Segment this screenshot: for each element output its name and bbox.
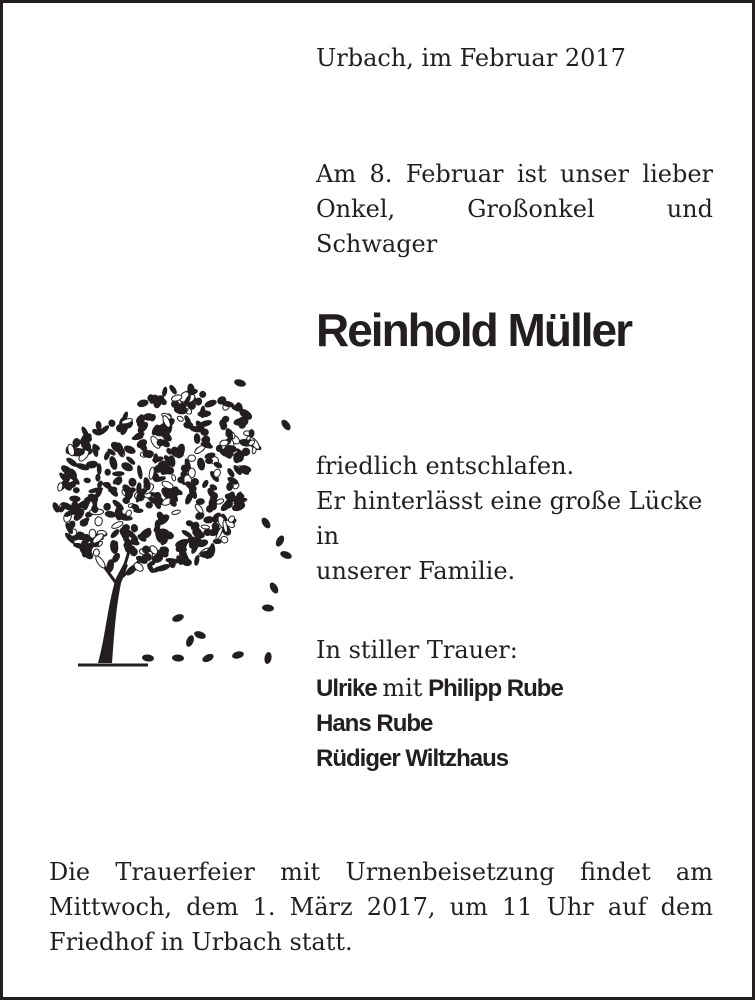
windblown-tree-icon — [28, 373, 298, 673]
leaf-mark — [157, 425, 163, 432]
leaf-mark — [105, 511, 116, 518]
intro-line: Am 8. Februar ist unser lieber — [316, 160, 713, 188]
leaf-mark — [97, 464, 101, 475]
leaf-mark — [105, 469, 111, 476]
intro-line: Onkel, Großonkel und Schwager — [316, 195, 713, 258]
leaf-mark — [185, 634, 196, 648]
leaf-mark — [96, 474, 100, 481]
leaf-mark — [123, 444, 136, 454]
leaf-mark — [93, 549, 100, 557]
leaf-mark — [112, 475, 123, 485]
leaf-mark — [264, 651, 273, 664]
mourner-name: Rüdiger Wiltzhaus — [316, 745, 509, 772]
leaf-mark — [71, 501, 79, 509]
leaf-mark — [108, 487, 117, 493]
leaf-mark — [84, 478, 91, 483]
leaf-mark — [89, 529, 96, 538]
leaf-mark — [279, 550, 293, 561]
place-date: Urbach, im Februar 2017 — [316, 44, 626, 72]
leaf-mark — [268, 581, 280, 595]
ceremony-line: Friedhof in Urbach statt. — [49, 928, 353, 956]
ceremony-text — [49, 855, 713, 960]
leaf-mark — [260, 516, 273, 530]
leaf-mark — [132, 540, 140, 545]
leaf-mark — [153, 454, 158, 464]
mourner-name: Ulrike — [316, 675, 377, 702]
mourner-connector: mit — [382, 674, 423, 702]
leaf-mark — [176, 415, 184, 422]
leaf-mark — [133, 431, 145, 440]
leaf-mark — [197, 458, 206, 471]
mourner-line — [316, 671, 563, 706]
leaf-mark — [205, 458, 212, 463]
leaf-mark — [110, 528, 120, 538]
mourner-name: Philipp Rube — [428, 675, 563, 702]
leaf-mark — [249, 430, 254, 437]
ceremony-line: Mittwoch, dem 1. März 2017, um 11 Uhr auf dem — [49, 893, 713, 921]
leaf-mark — [198, 410, 211, 417]
leaf-mark — [128, 478, 137, 487]
leaf-mark — [233, 378, 246, 388]
leaf-mark — [200, 429, 208, 436]
leaf-mark — [162, 387, 168, 397]
message-line: Er hinterlässt eine große Lücke in — [316, 487, 703, 550]
leaf-mark — [131, 503, 139, 510]
mourners-label: In stiller Trauer: — [316, 636, 518, 664]
leaf-mark — [148, 560, 155, 566]
leaf-mark — [52, 502, 61, 513]
leaf-mark — [94, 516, 102, 526]
leaf-mark — [96, 421, 102, 430]
leaf-mark — [171, 613, 185, 624]
leaf-mark — [171, 509, 180, 515]
leaf-mark — [199, 390, 207, 398]
leaf-mark — [202, 479, 210, 488]
leaf-mark — [219, 419, 226, 427]
leaf-mark — [143, 450, 154, 457]
leaf-mark — [201, 652, 215, 664]
intro-text — [316, 157, 713, 262]
leaf-mark — [137, 399, 149, 408]
leaf-mark — [70, 496, 81, 502]
leaf-mark — [262, 604, 275, 612]
leaf-mark — [151, 565, 163, 573]
leaf-mark — [242, 416, 248, 425]
message-line: friedlich entschlafen. — [316, 452, 575, 480]
leaf-mark — [213, 539, 221, 543]
leaf-mark — [188, 455, 196, 462]
leaf-mark — [184, 492, 193, 505]
leaf-mark — [103, 502, 111, 511]
leaf-mark — [194, 528, 201, 539]
leaf-mark — [194, 434, 200, 444]
leaf-mark — [116, 442, 125, 456]
leaf-mark — [109, 456, 119, 470]
leaf-mark — [213, 461, 222, 469]
leaf-mark — [172, 654, 184, 662]
leaf-mark — [137, 465, 143, 479]
mourner-name: Hans Rube — [316, 710, 433, 737]
leaf-mark — [94, 555, 107, 570]
leaf-mark — [194, 503, 205, 514]
leaf-mark — [171, 474, 176, 481]
leaf-mark — [81, 517, 90, 525]
leaf-mark — [231, 650, 244, 660]
leaf-mark — [73, 487, 79, 492]
leaf-mark — [204, 529, 211, 536]
leaf-mark — [280, 418, 293, 432]
leaf-mark — [194, 555, 200, 565]
leaf-mark — [204, 516, 214, 523]
leaf-mark — [106, 559, 115, 573]
leaf-mark — [205, 545, 216, 560]
leaf-mark — [156, 511, 164, 520]
leaf-mark — [169, 384, 178, 394]
leaf-mark — [193, 630, 207, 641]
leaf-mark — [204, 399, 217, 409]
leaf-mark — [113, 472, 125, 476]
leaf-mark — [274, 534, 286, 548]
message-text — [316, 449, 716, 589]
deceased-name: Reinhold Müller — [316, 304, 631, 356]
leaf-mark — [183, 421, 193, 428]
message-line: unserer Familie. — [316, 557, 516, 585]
ceremony-line: Die Trauerfeier mit Urnenbeisetzung findet am — [49, 858, 713, 886]
leaf-mark — [142, 654, 155, 662]
